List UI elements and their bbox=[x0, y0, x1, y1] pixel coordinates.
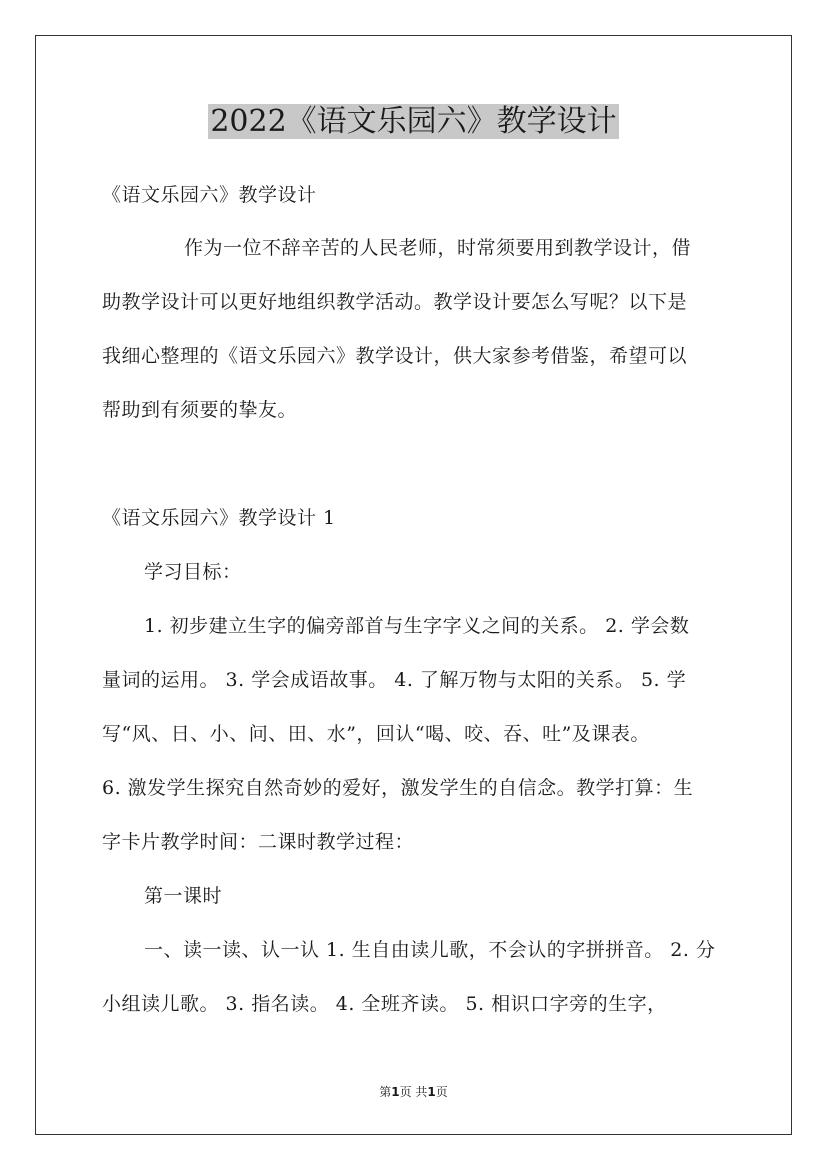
document-subtitle: 《语文乐园六》教学设计 bbox=[102, 184, 317, 206]
intro-line: 我细心整理的《语文乐园六》教学设计，供大家参考借鉴，希望可以 bbox=[102, 345, 688, 367]
page-footer bbox=[0, 1084, 827, 1100]
objective-line: 写“风、日、小、问、田、水”，回认“喝、咬、吞、吐”及课表。 bbox=[102, 723, 650, 745]
lesson-line: 一、读一读、认一认 1. 生自由读儿歌，不会认的字拼拼音。 2. 分 bbox=[144, 939, 716, 961]
page-mid: 页 共 bbox=[399, 1085, 428, 1099]
intro-line: 助教学设计可以更好地组织教学活动。教学设计要怎么写呢？以下是 bbox=[102, 291, 688, 313]
page-end: 页 bbox=[435, 1085, 448, 1099]
page-current: 1 bbox=[391, 1085, 400, 1099]
page-total: 1 bbox=[427, 1085, 436, 1099]
page-label: 第 bbox=[379, 1085, 392, 1099]
document-title: 2022《语文乐园六》教学设计 bbox=[210, 104, 617, 139]
intro-line: 作为一位不辞辛苦的人民老师，时常须要用到教学设计，借 bbox=[184, 237, 692, 259]
lesson-label: 第一课时 bbox=[144, 885, 223, 907]
lesson-line: 小组读儿歌。 3. 指名读。 4. 全班齐读。 5. 相识口字旁的生字， bbox=[102, 993, 667, 1015]
objective-line: 6. 激发学生探究自然奇妙的爱好，激发学生的自信念。教学打算：生 bbox=[102, 777, 694, 799]
objective-line: 量词的运用。 3. 学会成语故事。 4. 了解万物与太阳的关系。 5. 学 bbox=[102, 669, 687, 691]
intro-line: 帮助到有须要的挚友。 bbox=[102, 399, 298, 421]
objectives-label: 学习目标： bbox=[144, 561, 242, 583]
section-heading: 《语文乐园六》教学设计 1 bbox=[102, 507, 336, 529]
objective-line: 字卡片教学时间：二课时教学过程： bbox=[102, 831, 415, 853]
objective-line: 1. 初步建立生字的偏旁部首与生字字义之间的关系。 2. 学会数 bbox=[144, 615, 690, 637]
